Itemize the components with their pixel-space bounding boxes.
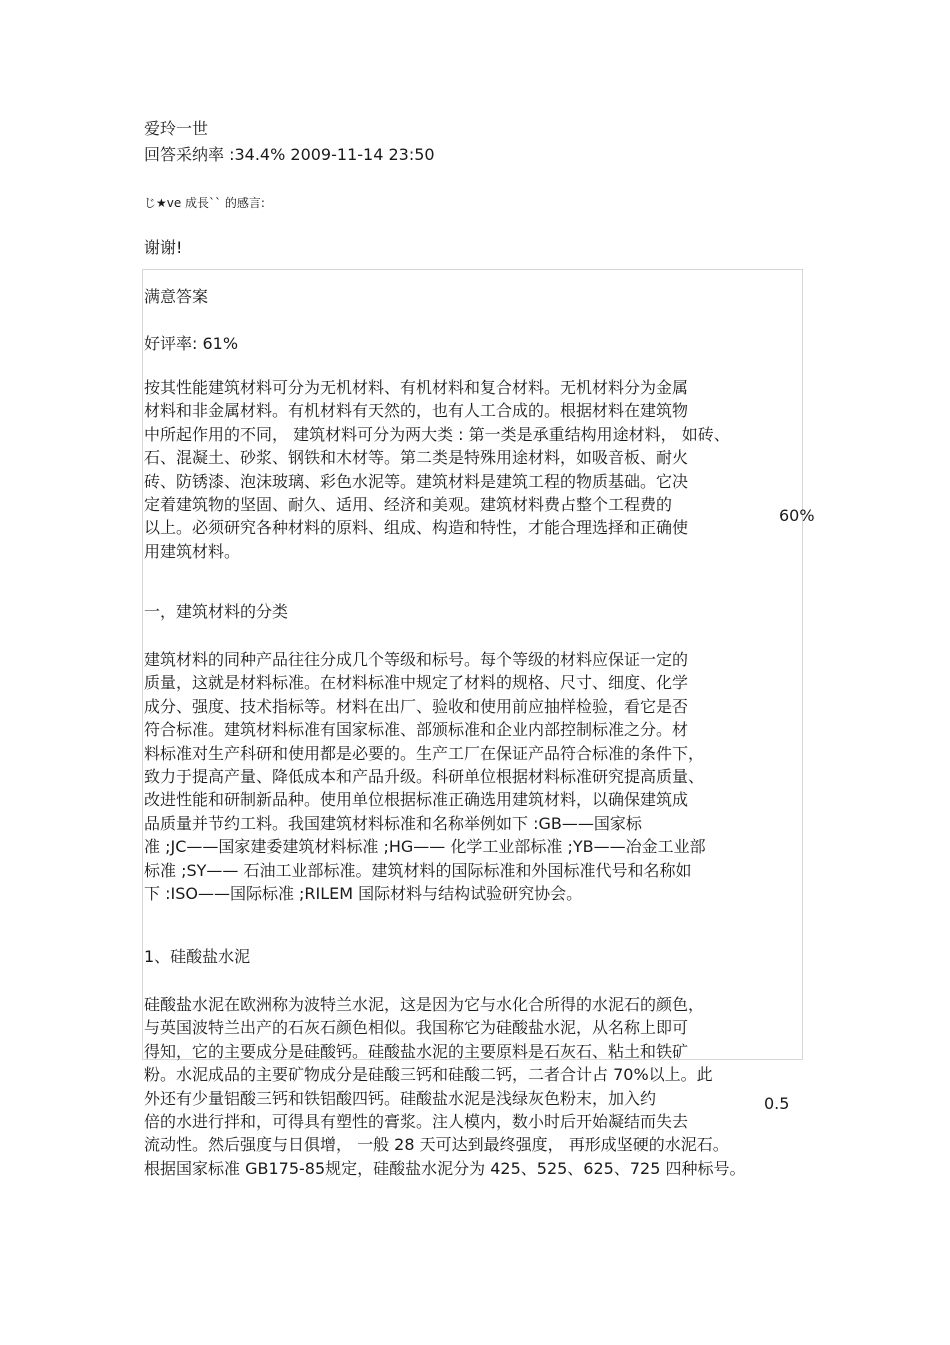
paragraph-line: 成分、强度、技术指标等。材料在出厂、验收和使用前应抽样检验，看它是否 (144, 696, 689, 716)
standards-paragraph (144, 648, 706, 905)
cement-ratio: 0.5 (764, 1094, 790, 1113)
paragraph-line: 流动性。然后强度与日俱增， 一般 28 天可达到最终强度， 再形成坚硬的水泥石。 (144, 1135, 729, 1155)
paragraph-line: 砖、防锈漆、泡沫玻璃、彩色水泥等。建筑材料是建筑工程的物质基础。它决 (144, 471, 689, 491)
section-title-cement: 1、硅酸盐水泥 (144, 947, 251, 966)
paragraph-line: 外还有少量铝酸三钙和铁铝酸四钙。硅酸盐水泥是浅绿灰色粉末，加入约 (144, 1088, 657, 1108)
paragraph-line: 石、混凝土、砂浆、钢铁和木材等。第二类是特殊用途材料，如吸音板、耐火 (144, 448, 689, 468)
paragraph-line: 根据国家标准 GB175-85规定，硅酸盐水泥分为 425、525、625、725 四种标号。 (144, 1158, 746, 1178)
comment-label: じ★ve 成長`` 的感言: (144, 196, 265, 210)
paragraph-line: 改进性能和研制新品种。使用单位根据标准正确选用建筑材料，以确保建筑成 (144, 790, 689, 810)
paragraph-line: 标准 ;SY—— 石油工业部标准。建筑材料的国际标准和外国标准代号和名称如 (144, 860, 692, 880)
paragraph-line: 以上。必须研究各种材料的原料、组成、构造和特性，才能合理选择和正确使 (144, 518, 689, 538)
rating-text: 好评率: 61% (144, 334, 239, 353)
intro-percent: 60% (779, 506, 815, 525)
paragraph-line: 料标准对生产科研和使用都是必要的。生产工厂在保证产品符合标准的条件下， (144, 743, 705, 763)
paragraph-line: 质量，这就是材料标准。在材料标准中规定了材料的规格、尺寸、细度、化学 (144, 673, 689, 693)
paragraph-line: 定着建筑物的坚固、耐久、适用、经济和美观。建筑材料费占整个工程费的 (144, 495, 673, 515)
paragraph-line: 硅酸盐水泥在欧洲称为波特兰水泥，这是因为它与水化合所得的水泥石的颜色， (144, 995, 705, 1014)
paragraph-line: 准 ;JC——国家建委建筑材料标准 ;HG—— 化学工业部标准 ;YB——冶金工业部 (144, 837, 706, 857)
paragraph-line: 品质量并节约工料。我国建筑材料标准和名称举例如下 :GB——国家标 (144, 813, 642, 833)
section-title-classification: 一，建筑材料的分类 (144, 602, 289, 621)
username[interactable]: 爱玲一世 (144, 119, 209, 138)
intro-paragraph (144, 376, 730, 563)
answer-meta: 回答采纳率 :34.4% 2009-11-14 23:50 (144, 145, 435, 164)
thanks-text: 谢谢! (144, 238, 183, 257)
paragraph-line: 倍的水进行拌和，可得具有塑性的膏浆。注人模内，数小时后开始凝结而失去 (144, 1112, 689, 1132)
paragraph-line: 用建筑材料。 (144, 541, 241, 561)
paragraph-line: 按其性能建筑材料可分为无机材料、有机材料和复合材料。无机材料分为金属 (144, 378, 689, 397)
paragraph-line: 材料和非金属材料。有机材料有天然的，也有人工合成的。根据材料在建筑物 (144, 401, 689, 421)
cement-paragraph (144, 993, 745, 1180)
paragraph-line: 建筑材料的同种产品往往分成几个等级和标号。每个等级的材料应保证一定的 (144, 650, 689, 669)
paragraph-line: 得知，它的主要成分是硅酸钙。硅酸盐水泥的主要原料是石灰石、粘土和铁矿 (144, 1041, 689, 1061)
paragraph-line: 与英国波特兰出产的石灰石颜色相似。我国称它为硅酸盐水泥，从名称上即可 (144, 1018, 689, 1038)
paragraph-line: 粉。水泥成品的主要矿物成分是硅酸三钙和硅酸二钙，二者合计占 70%以上。此 (144, 1065, 713, 1085)
paragraph-line: 下 :ISO——国际标准 ;RILEM 国际材料与结构试验研究协会。 (144, 884, 583, 904)
paragraph-line: 致力于提高产量、降低成本和产品升级。科研单位根据材料标准研究提高质量、 (144, 767, 705, 787)
paragraph-line: 符合标准。建筑材料标准有国家标准、部颁标准和企业内部控制标准之分。材 (144, 720, 689, 740)
paragraph-line: 中所起作用的不同， 建筑材料可分为两大类 : 第一类是承重结构用途材料， 如砖、 (144, 424, 730, 444)
answer-title: 满意答案 (144, 287, 209, 306)
